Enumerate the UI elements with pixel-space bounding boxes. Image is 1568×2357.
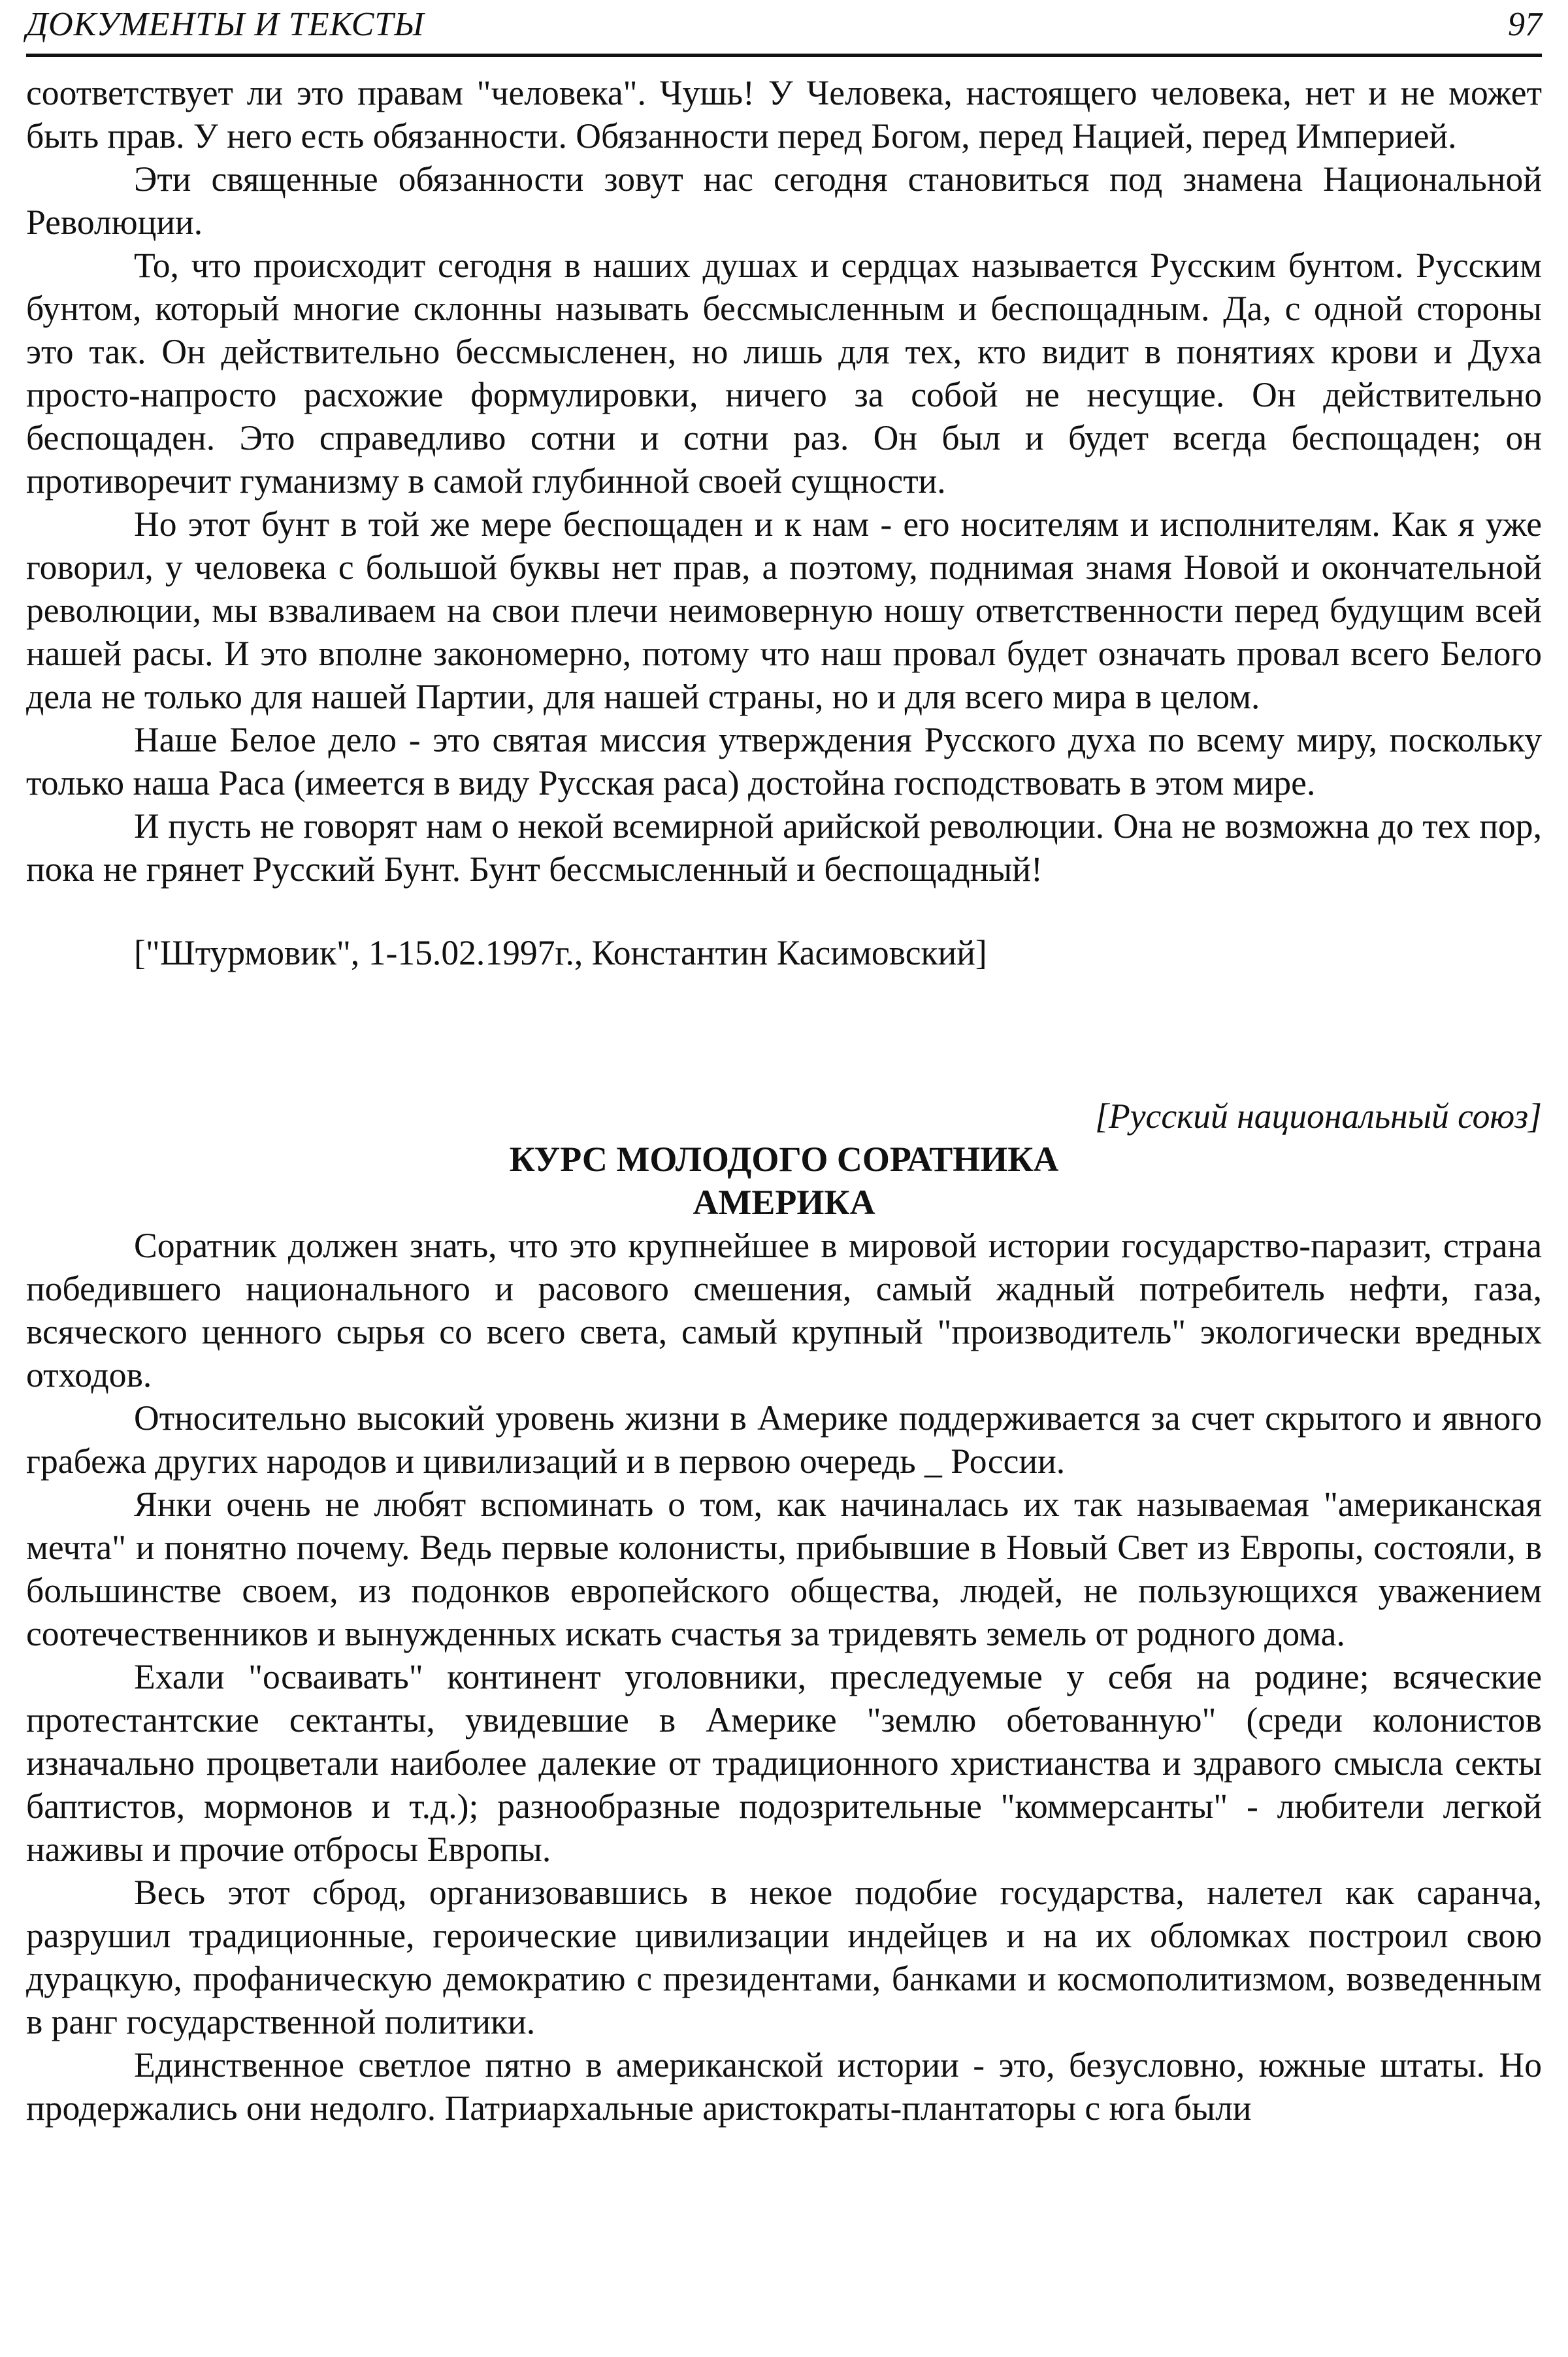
paragraph: Эти священные обязанности зовут нас сегодня становиться под знамена Национальной Революции. xyxy=(26,159,1542,242)
document-page xyxy=(26,0,1542,2130)
source-citation: ["Штурмовик", 1-15.02.1997г., Константин Касимовский] xyxy=(134,933,987,972)
paragraph: Но этот бунт в той же мере беспощаден и к нам - его носителям и исполнителям. Как я уже говорил, у человека с большой буквы нет прав, а поэтому, поднимая знамя Новой и окончательной революции, мы взваливаем на свои плечи неимоверную ношу ответственности перед будущим всей нашей расы. И это вполне закономерно, потому что наш провал будет означать провал всего Белого дела не только для нашей Партии, для нашей страны, но и для всего мира в целом. xyxy=(26,504,1542,716)
paragraph: То, что происходит сегодня в наших душах и сердцах называется Русским бунтом. Русским бунтом, который многие склонны называть бессмысленным и беспощадным. Да, с одной стороны это так. Он действительно бессмысленен, но лишь для тех, кто видит в понятиях крови и Духа просто-напросто расхожие формулировки, ничего за собой не несущие. Он действительно беспощаден. Это справедливо сотни и сотни раз. Он был и будет всегда беспощаден; он противоречит гуманизму в самой глубинной своей сущности. xyxy=(26,246,1542,501)
paragraph: И пусть не говорят нам о некой всемирной арийской революции. Она не возможна до тех пор, пока не грянет Русский Бунт. Бунт бессмысленный и беспощадный! xyxy=(26,806,1542,889)
paragraph: Ехали "осваивать" континент уголовники, преследуемые у себя на родине; всяческие протестантские сектанты, увидевшие в Америке "землю обетованную" (среди колонистов изначально процветали наиболее далекие от традиционного христианства и здравого смысла секты баптистов, мормонов и т.д.); разнообразные подозрительные "коммерсанты" - любители легкой наживы и прочие отбросы Европы. xyxy=(26,1657,1542,1869)
organization-label: [Русский национальный союз] xyxy=(1095,1096,1542,1136)
running-header xyxy=(26,0,1542,57)
article-body xyxy=(26,1224,1542,2130)
paragraph: Относительно высокий уровень жизни в Америке поддерживается за счет скрытого и явного грабежа других народов и цивилизаций и в первою очередь _ России. xyxy=(26,1398,1542,1481)
article-continuation xyxy=(26,71,1542,974)
section-title: ДОКУМЕНТЫ И ТЕКСТЫ xyxy=(26,6,425,43)
page-number: 97 xyxy=(1508,6,1542,43)
paragraph: Соратник должен знать, что это крупнейшее в мировой истории государство-паразит, страна победившего национального и расового смешения, самый жадный потребитель нефти, газа, всяческого ценного сырья со всего света, самый крупный "производитель" экологически вредных отходов. xyxy=(26,1226,1542,1394)
paragraph: соответствует ли это правам "человека". Чушь! У Человека, настоящего человека, нет и не может быть прав. У него есть обязанности. Обязанности перед Богом, перед Нацией, перед Империей. xyxy=(26,73,1542,156)
paragraph: Янки очень не любят вспоминать о том, как начиналась их так называемая "американская мечта" и понятно почему. Ведь первые колонисты, прибывшие в Новый Свет из Европы, состояли, в большинстве своем, из подонков европейского общества, людей, не пользующихся уважением соотечественников и вынужденных искать счастья за тридевять земель от родного дома. xyxy=(26,1485,1542,1653)
article-title: КУРС МОЛОДОГО СОРАТНИКА xyxy=(509,1140,1059,1179)
paragraph: Единственное светлое пятно в американской истории - это, безусловно, южные штаты. Но продержались они недолго. Патриархальные аристократы-плантаторы с юга были xyxy=(26,2045,1542,2128)
paragraph: Наше Белое дело - это святая миссия утверждения Русского духа по всему миру, поскольку только наша Раса (имеется в виду Русская раса) достойна господствовать в этом мире. xyxy=(26,720,1542,802)
article-subtitle: АМЕРИКА xyxy=(693,1183,875,1222)
paragraph: Весь этот сброд, организовавшись в некое подобие государства, налетел как саранча, разрушил традиционные, героические цивилизации индейцев и на их обломках построил свою дурацкую, профаническую демократию с президентами, банками и космополитизмом, возведенным в ранг государственной политики. xyxy=(26,1873,1542,2041)
